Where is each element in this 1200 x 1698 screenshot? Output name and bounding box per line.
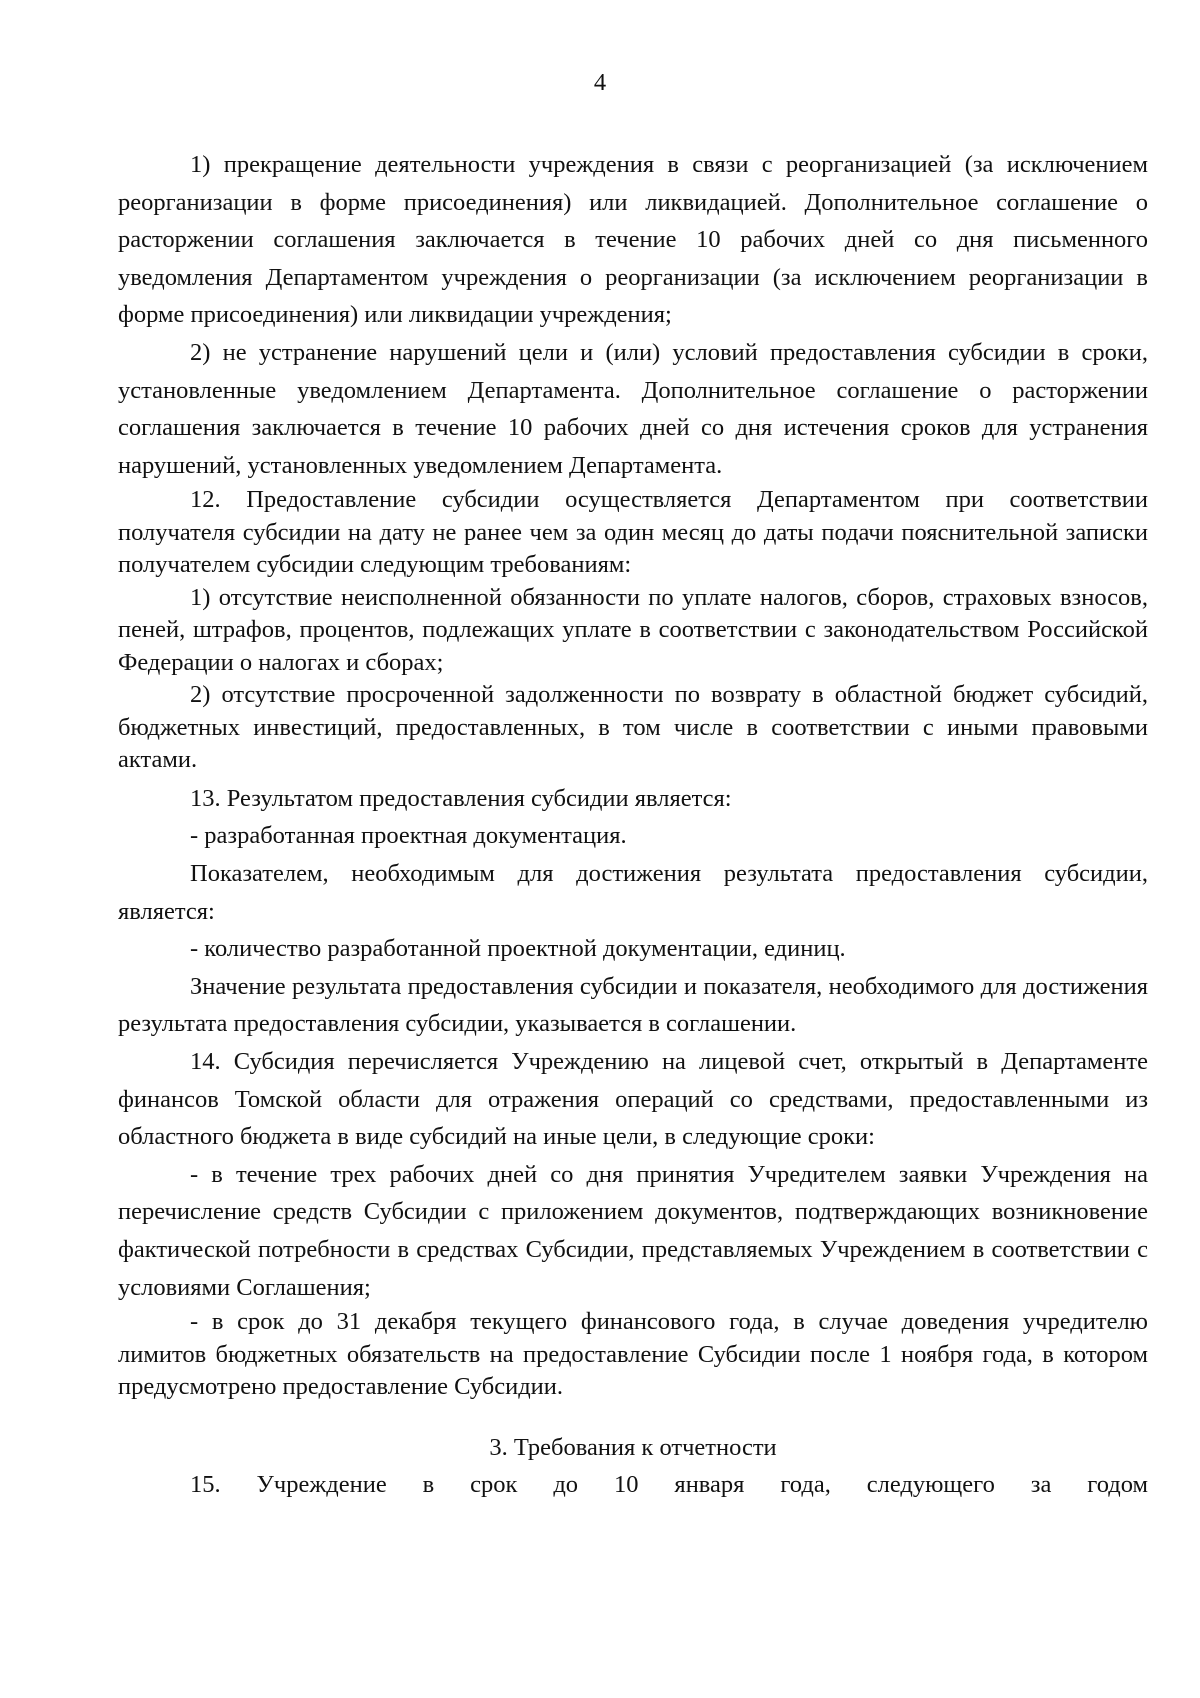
paragraph-13: 13. Результатом предоставления субсидии является: [190, 784, 732, 812]
page-number: 4 [593, 69, 607, 96]
paragraph-14: 14. Субсидия перечисляется Учреждению на лицевой счет, открытый в Департаменте финансов Томской области для отражения операций со средствами, предоставленными из областного бюджета в виде субсидий на иные цели, в следующие сроки: [118, 1048, 1148, 1151]
paragraph-14-item-1: - в течение трех рабочих дней со дня принятия Учредителем заявки Учреждения на перечисление средств Субсидии с приложением документов, подтверждающих возникновение фактической потребности в средствах Субсидии, представляемых Учреждением в соответствии с условиями Соглашения; [118, 1160, 1148, 1301]
paragraph-12-2: 2) отсутствие просроченной задолженности по возврату в областной бюджет субсидий, бюджетных инвестиций, предоставленных, в том числе в соответствии с иными правовыми актами. [118, 681, 1148, 774]
paragraph-11-2: 2) не устранение нарушений цели и (или) условий предоставления субсидии в сроки, установленные уведомлением Департамента. Дополнительное соглашение о расторжении соглашения заключается в течение 10 рабочих дней со дня истечения сроков для устранения нарушений, установленных уведомлением Департамента. [118, 338, 1148, 479]
paragraph-indicator: Показателем, необходимым для достижения результата предоставления субсидии, является: [118, 860, 1148, 925]
paragraph-15: 15. Учреждение в срок до 10 января года, следующего за годом [190, 1470, 1148, 1498]
paragraph-11-1: 1) прекращение деятельности учреждения в связи с реорганизацией (за исключением реорганизации в форме присоединения) или ликвидацией. Дополнительное соглашение о расторжении соглашения заключается в течение 10 рабочих дней со дня письменного уведомления Департаментом учреждения о реорганизации (за исключением реорганизации в форме присоединения) или ликвидации учреждения; [118, 151, 1148, 329]
paragraph-12: 12. Предоставление субсидии осуществляется Департаментом при соответствии получателя субсидии на дату не ранее чем за один месяц до даты подачи пояснительной записки получателем субсидии следующим требованиям: [118, 486, 1148, 579]
paragraph-indicator-item: - количество разработанной проектной документации, единиц. [190, 935, 846, 963]
paragraph-12-1: 1) отсутствие неисполненной обязанности по уплате налогов, сборов, страховых взносов, пеней, штрафов, процентов, подлежащих уплате в соответствии с законодательством Российской Федерации о налогах и сборах; [118, 583, 1148, 676]
paragraph-14-item-2: - в срок до 31 декабря текущего финансового года, в случае доведения учредителю лимитов бюджетных обязательств на предоставление Субсидии после 1 ноября года, в котором предусмотрено предоставление Субсидии. [118, 1308, 1148, 1401]
document-body [118, 146, 1148, 1503]
paragraph-result-value: Значение результата предоставления субсидии и показателя, необходимого для достижения результата предоставления субсидии, указывается в соглашении. [118, 972, 1148, 1038]
paragraph-13-item: - разработанная проектная документация. [190, 822, 627, 850]
section-heading: 3. Требования к отчетности [489, 1433, 777, 1461]
